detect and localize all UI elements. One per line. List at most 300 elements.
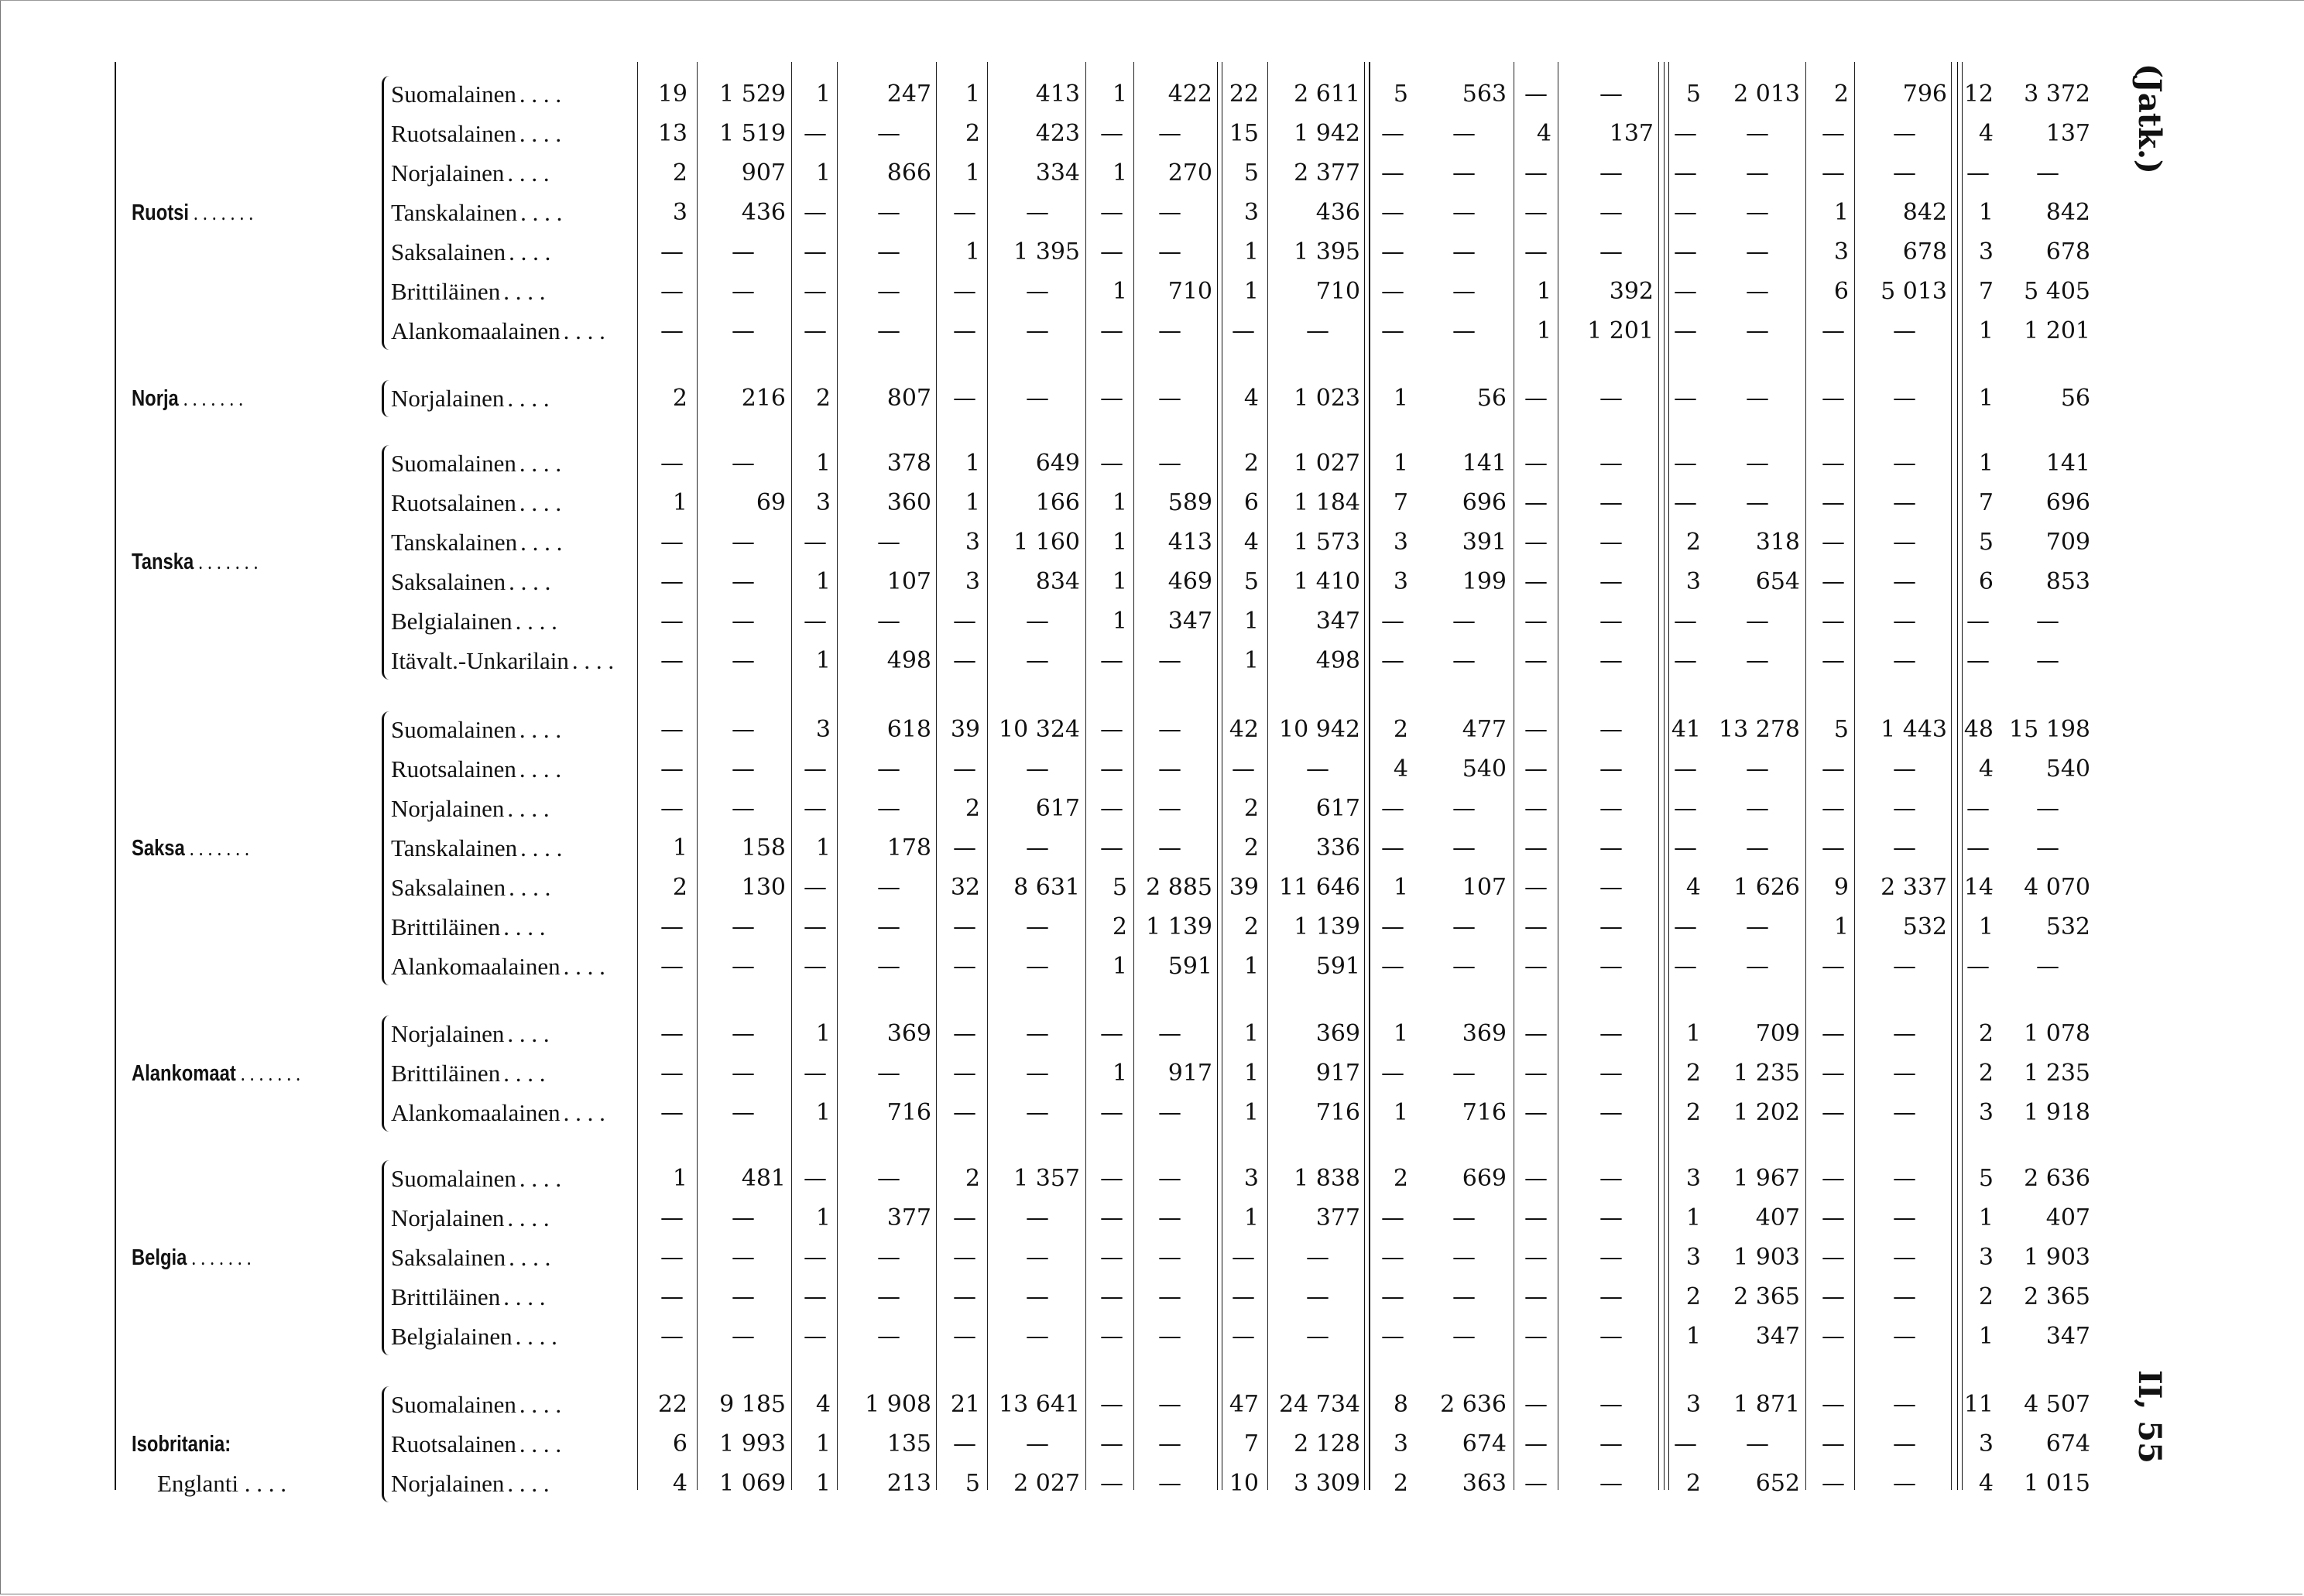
table-cell: 917 [1315, 1060, 1360, 1087]
table-cell: 1 [1112, 608, 1127, 635]
table-cell: — [1381, 1204, 1404, 1231]
table-cell: — [1026, 1099, 1049, 1126]
table-cell: 8 631 [1013, 874, 1080, 901]
table-cell: 1 993 [719, 1430, 786, 1457]
table-cell: 1 [815, 568, 831, 595]
nationality-name: Saksalainen [391, 874, 506, 901]
table-cell: — [1599, 874, 1623, 901]
table-cell: 591 [1315, 953, 1360, 980]
table-cell: — [953, 317, 976, 344]
table-cell: 8 [1393, 1391, 1408, 1418]
table-cell: 1 235 [1733, 1060, 1800, 1087]
table-cell: — [1158, 1323, 1181, 1350]
row-label [391, 1323, 557, 1351]
table-cell: — [1524, 80, 1548, 108]
subcountry-name: Englanti [157, 1470, 239, 1497]
row-label [391, 795, 550, 823]
table-cell: 716 [886, 1099, 931, 1126]
table-cell: — [1158, 385, 1181, 412]
table-cell: 3 [1685, 1165, 1701, 1192]
table-cell: 11 646 [1279, 874, 1360, 901]
table-cell: 1 [815, 647, 831, 674]
table-cell: 270 [1167, 159, 1212, 187]
table-cell: 1 235 [2024, 1060, 2090, 1087]
table-cell: — [1232, 755, 1255, 783]
table-cell: 4 [815, 1391, 831, 1418]
table-cell: 1 027 [1294, 450, 1360, 477]
table-cell: 796 [1902, 80, 1947, 108]
table-cell: — [660, 568, 684, 595]
table-cell: — [1599, 1470, 1623, 1497]
table-cell: — [1306, 317, 1329, 344]
table-cell: 1 [815, 159, 831, 187]
row-label [391, 120, 561, 148]
table-cell: — [732, 755, 755, 783]
table-cell: 1 357 [1013, 1165, 1080, 1192]
table-cell: 2 [1978, 1060, 1994, 1087]
table-cell: — [877, 317, 900, 344]
table-cell: 652 [1755, 1470, 1800, 1497]
table-cell: — [1452, 834, 1476, 861]
column-rule [837, 62, 838, 1490]
table-cell: — [1232, 1244, 1255, 1271]
table-cell: — [877, 199, 900, 226]
table-cell: — [1599, 755, 1623, 783]
table-cell: — [1452, 953, 1476, 980]
table-cell: 1 [815, 834, 831, 861]
table-cell: 2 [1112, 913, 1127, 940]
table-cell: — [1893, 159, 1916, 187]
row-label [391, 1283, 545, 1311]
table-cell: — [1026, 1060, 1049, 1087]
table-cell: 360 [886, 489, 931, 516]
table-cell: — [804, 199, 827, 226]
table-cell: — [1158, 1244, 1181, 1271]
table-cell: — [1524, 1060, 1548, 1087]
table-cell: 1 838 [1294, 1165, 1360, 1192]
table-cell: 853 [2045, 568, 2090, 595]
table-cell: 617 [1035, 795, 1080, 822]
table-cell: 1 [1243, 1099, 1259, 1126]
table-cell: — [1524, 1204, 1548, 1231]
table-cell: 1 [1243, 278, 1259, 305]
table-cell: 2 [1685, 529, 1701, 556]
table-cell: 1 [1393, 874, 1408, 901]
table-cell: — [1100, 317, 1123, 344]
table-cell: — [1746, 834, 1769, 861]
row-label [391, 608, 557, 635]
column-rule [791, 62, 792, 1490]
table-cell: 2 365 [2024, 1283, 2090, 1310]
table-cell: — [1599, 1391, 1623, 1418]
table-cell: — [953, 1430, 976, 1457]
table-cell: 407 [2045, 1204, 2090, 1231]
leader-dots: . . . . [519, 1430, 562, 1457]
table-cell: 469 [1167, 568, 1212, 595]
table-cell: — [1822, 953, 1845, 980]
leader-dots: . . . . [507, 1204, 550, 1231]
table-cell: 2 885 [1146, 874, 1212, 901]
table-cell: — [1100, 1244, 1123, 1271]
table-cell: — [1026, 1323, 1049, 1350]
table-cell: — [1822, 529, 1845, 556]
row-label [391, 385, 550, 413]
table-cell: 19 [657, 80, 687, 108]
table-cell: 709 [2045, 529, 2090, 556]
subcountry-label [157, 1470, 286, 1498]
table-cell: 2 611 [1294, 80, 1360, 108]
leader-dots: . . . . [519, 489, 562, 516]
table-cell: — [1158, 795, 1181, 822]
table-cell: 3 [1978, 1099, 1994, 1126]
table-cell: 1 [1393, 1020, 1408, 1047]
table-cell: — [1893, 755, 1916, 783]
table-cell: — [953, 1283, 976, 1310]
table-cell: 3 [1685, 1244, 1701, 1271]
table-cell: — [1599, 716, 1623, 743]
table-cell: — [1026, 834, 1049, 861]
table-cell: 2 636 [2024, 1165, 2090, 1192]
table-cell: 649 [1035, 450, 1080, 477]
table-cell: 669 [1462, 1165, 1507, 1192]
table-cell: — [1822, 450, 1845, 477]
table-cell: 2 [815, 385, 831, 412]
table-cell: 1 [1685, 1020, 1701, 1047]
table-cell: — [1893, 1470, 1916, 1497]
table-cell: 1 410 [1294, 568, 1360, 595]
table-cell: 1 [1243, 1204, 1259, 1231]
table-cell: — [732, 795, 755, 822]
table-cell: — [1026, 755, 1049, 783]
table-cell: 42 [1229, 716, 1259, 743]
table-cell: 4 [1243, 529, 1259, 556]
table-cell: 4 [1243, 385, 1259, 412]
table-cell: — [660, 238, 684, 265]
table-cell: 3 [1978, 238, 1994, 265]
table-cell: 1 [1243, 1020, 1259, 1047]
table-cell: — [1746, 1430, 1769, 1457]
table-cell: 2 [672, 385, 687, 412]
table-cell: — [1599, 1323, 1623, 1350]
leader-dots: . . . . [563, 1099, 605, 1126]
table-cell: 1 [1393, 450, 1408, 477]
leader-dots: . . . . . . . [184, 836, 249, 861]
table-cell: — [804, 1165, 827, 1192]
table-cell: — [1674, 795, 1697, 822]
table-cell: 47 [1229, 1391, 1259, 1418]
row-label [391, 913, 545, 941]
table-cell: — [732, 608, 755, 635]
table-cell: — [1674, 1430, 1697, 1457]
table-cell: 2 365 [1733, 1283, 1800, 1310]
table-cell: — [1026, 1204, 1049, 1231]
table-cell: — [1452, 913, 1476, 940]
nationality-name: Ruotsalainen [391, 755, 516, 783]
table-cell: 1 [815, 1020, 831, 1047]
table-cell: — [1158, 1391, 1181, 1418]
table-cell: — [660, 1060, 684, 1087]
table-cell: 5 [1833, 716, 1849, 743]
table-cell: 2 [1393, 1470, 1408, 1497]
table-cell: — [1381, 159, 1404, 187]
column-rule [1133, 62, 1134, 1490]
table-cell: 13 278 [1719, 716, 1800, 743]
table-cell: 13 641 [999, 1391, 1080, 1418]
table-cell: — [953, 1099, 976, 1126]
table-cell: 2 128 [1294, 1430, 1360, 1457]
table-cell: 135 [886, 1430, 931, 1457]
table-cell: 1 023 [1294, 385, 1360, 412]
table-cell: — [1893, 120, 1916, 147]
table-cell: — [1822, 120, 1845, 147]
table-cell: — [1524, 1470, 1548, 1497]
table-cell: — [1158, 238, 1181, 265]
table-cell: — [1100, 1283, 1123, 1310]
table-cell: 618 [886, 716, 931, 743]
table-cell: 3 [815, 489, 831, 516]
table-cell: — [1599, 913, 1623, 940]
table-cell: — [1158, 1470, 1181, 1497]
table-cell: — [1746, 647, 1769, 674]
table-cell: — [1893, 1283, 1916, 1310]
table-cell: 1 139 [1294, 913, 1360, 940]
table-cell: 1 [1978, 385, 1994, 412]
table-cell: 540 [2045, 755, 2090, 783]
table-cell: — [1524, 1244, 1548, 1271]
table-cell: — [660, 755, 684, 783]
table-cell: 336 [1315, 834, 1360, 861]
table-cell: 7 [1393, 489, 1408, 516]
table-cell: — [2036, 795, 2059, 822]
table-cell: 3 [1393, 529, 1408, 556]
table-cell: 56 [2060, 385, 2090, 412]
country-label [132, 1060, 300, 1087]
table-cell: — [1452, 1204, 1476, 1231]
table-cell: — [1746, 278, 1769, 305]
table-cell: 834 [1035, 568, 1080, 595]
table-cell: — [1524, 159, 1548, 187]
table-cell: 1 [965, 238, 980, 265]
table-cell: — [1746, 199, 1769, 226]
table-cell: — [1893, 647, 1916, 674]
table-cell: 1 [1112, 953, 1127, 980]
table-cell: 1 160 [1013, 529, 1080, 556]
table-cell: 591 [1167, 953, 1212, 980]
leader-dots: . . . . [507, 1470, 550, 1497]
table-cell: — [1524, 608, 1548, 635]
table-cell: — [1026, 1020, 1049, 1047]
nationality-name: Brittiläinen [391, 278, 501, 305]
leader-dots: . . . . [507, 1020, 550, 1047]
table-cell: — [1381, 238, 1404, 265]
nationality-name: Norjalainen [391, 1204, 505, 1231]
table-cell: — [1599, 385, 1623, 412]
table-cell: — [1822, 1283, 1845, 1310]
table-cell: 334 [1035, 159, 1080, 187]
leader-dots: . . . . [519, 1165, 562, 1192]
table-cell: 347 [1315, 608, 1360, 635]
table-cell: — [1746, 489, 1769, 516]
table-cell: 347 [1167, 608, 1212, 635]
table-cell: — [1524, 1165, 1548, 1192]
table-cell: — [1381, 120, 1404, 147]
nationality-name: Saksalainen [391, 238, 506, 265]
table-cell: 5 013 [1881, 278, 1947, 305]
table-cell: — [1026, 647, 1049, 674]
table-cell: — [804, 1060, 827, 1087]
table-cell: 2 [1833, 80, 1849, 108]
table-cell: — [1381, 199, 1404, 226]
table-cell: — [1599, 1099, 1623, 1126]
leader-dots: . . . . [509, 568, 551, 595]
table-cell: — [1381, 1283, 1404, 1310]
table-cell: 3 [815, 716, 831, 743]
table-cell: — [1893, 1430, 1916, 1457]
table-cell: — [660, 278, 684, 305]
table-cell: 2 [1685, 1470, 1701, 1497]
table-cell: 3 [1685, 568, 1701, 595]
table-cell: 2 [1685, 1060, 1701, 1087]
table-cell: 1 139 [1146, 913, 1212, 940]
table-cell: 2 636 [1440, 1391, 1507, 1418]
table-cell: 1 529 [719, 80, 786, 108]
table-cell: — [660, 913, 684, 940]
table-cell: 1 [672, 834, 687, 861]
column-rule [1658, 62, 1659, 1490]
table-cell: 158 [741, 834, 786, 861]
row-label [391, 317, 605, 345]
nationality-name: Tanskalainen [391, 834, 518, 861]
table-cell: 22 [1229, 80, 1259, 108]
table-cell: 674 [2045, 1430, 2090, 1457]
nationality-name: Alankomaalainen [391, 1099, 561, 1126]
table-cell: 3 372 [2024, 80, 2090, 108]
table-cell: 1 [1536, 317, 1551, 344]
table-cell: — [1893, 1165, 1916, 1192]
country-label [132, 1244, 252, 1272]
nationality-name: Ruotsalainen [391, 489, 516, 516]
row-label [391, 1430, 561, 1458]
table-cell: — [1674, 913, 1697, 940]
table-cell: 1 [1243, 953, 1259, 980]
table-cell: — [1026, 278, 1049, 305]
table-cell: — [660, 795, 684, 822]
table-cell: — [1524, 834, 1548, 861]
table-cell: 2 027 [1013, 1470, 1080, 1497]
table-cell: — [1452, 1283, 1476, 1310]
table-cell: — [1524, 450, 1548, 477]
table-cell: — [1893, 834, 1916, 861]
table-cell: 32 [950, 874, 980, 901]
table-cell: — [953, 755, 976, 783]
table-cell: — [1100, 1430, 1123, 1457]
table-cell: — [1674, 385, 1697, 412]
table-cell: 3 [672, 199, 687, 226]
table-cell: 1 [965, 489, 980, 516]
table-cell: — [1524, 953, 1548, 980]
table-cell: 11 [1963, 1391, 1994, 1418]
table-cell: — [1158, 1020, 1181, 1047]
table-cell: 436 [741, 199, 786, 226]
table-cell: — [1746, 317, 1769, 344]
row-label [391, 647, 614, 675]
nationality-name: Suomalainen [391, 716, 516, 743]
table-cell: 1 [672, 489, 687, 516]
table-cell: 842 [1902, 199, 1947, 226]
leader-dots: . . . . [507, 385, 550, 412]
table-cell: 5 [1393, 80, 1408, 108]
table-cell: — [953, 913, 976, 940]
table-cell: — [1746, 953, 1769, 980]
table-cell: 141 [1462, 450, 1507, 477]
row-label [391, 568, 550, 596]
table-cell: — [732, 1020, 755, 1047]
table-cell: 4 [1685, 874, 1701, 901]
table-cell: — [1674, 834, 1697, 861]
table-cell: — [660, 317, 684, 344]
table-cell: — [877, 913, 900, 940]
table-cell: — [1893, 1244, 1916, 1271]
row-label [391, 1165, 561, 1193]
table-cell: — [804, 913, 827, 940]
column-rule [1217, 62, 1222, 1490]
table-cell: 5 [1978, 1165, 1994, 1192]
table-cell: — [953, 834, 976, 861]
row-label [391, 716, 561, 744]
table-cell: 1 184 [1294, 489, 1360, 516]
table-cell: — [1381, 608, 1404, 635]
table-cell: — [660, 1204, 684, 1231]
table-cell: — [1966, 834, 1990, 861]
table-cell: — [732, 238, 755, 265]
table-cell: 2 [1243, 913, 1259, 940]
leader-dots: . . . . [519, 716, 562, 743]
table-cell: — [1158, 450, 1181, 477]
table-cell: — [1674, 199, 1697, 226]
table-cell: 907 [741, 159, 786, 187]
row-label [391, 1204, 550, 1232]
table-cell: 2 [1243, 450, 1259, 477]
table-cell: 1 078 [2024, 1020, 2090, 1047]
leader-dots: . . . . [571, 647, 615, 674]
table-cell: — [1599, 159, 1623, 187]
table-cell: — [1100, 1165, 1123, 1192]
table-cell: — [1893, 385, 1916, 412]
table-cell: — [1524, 874, 1548, 901]
table-cell: — [953, 608, 976, 635]
table-cell: — [1524, 1283, 1548, 1310]
table-cell: 2 [965, 1165, 980, 1192]
table-cell: 1 [815, 80, 831, 108]
column-rule [1267, 62, 1268, 1490]
table-cell: — [1100, 1391, 1123, 1418]
table-cell: — [660, 1283, 684, 1310]
table-cell: — [1158, 834, 1181, 861]
table-cell: — [1381, 647, 1404, 674]
table-cell: — [1822, 159, 1845, 187]
leader-dots: . . . . [507, 159, 550, 187]
table-cell: — [1599, 1060, 1623, 1087]
table-cell: 1 [1112, 568, 1127, 595]
table-cell: 1 [965, 159, 980, 187]
table-cell: — [732, 278, 755, 305]
table-cell: 842 [2045, 199, 2090, 226]
table-cell: 3 [1393, 1430, 1408, 1457]
table-cell: 13 [657, 120, 687, 147]
table-cell: 540 [1462, 755, 1507, 783]
column-rule [1085, 62, 1086, 1490]
table-cell: — [1822, 1470, 1845, 1497]
